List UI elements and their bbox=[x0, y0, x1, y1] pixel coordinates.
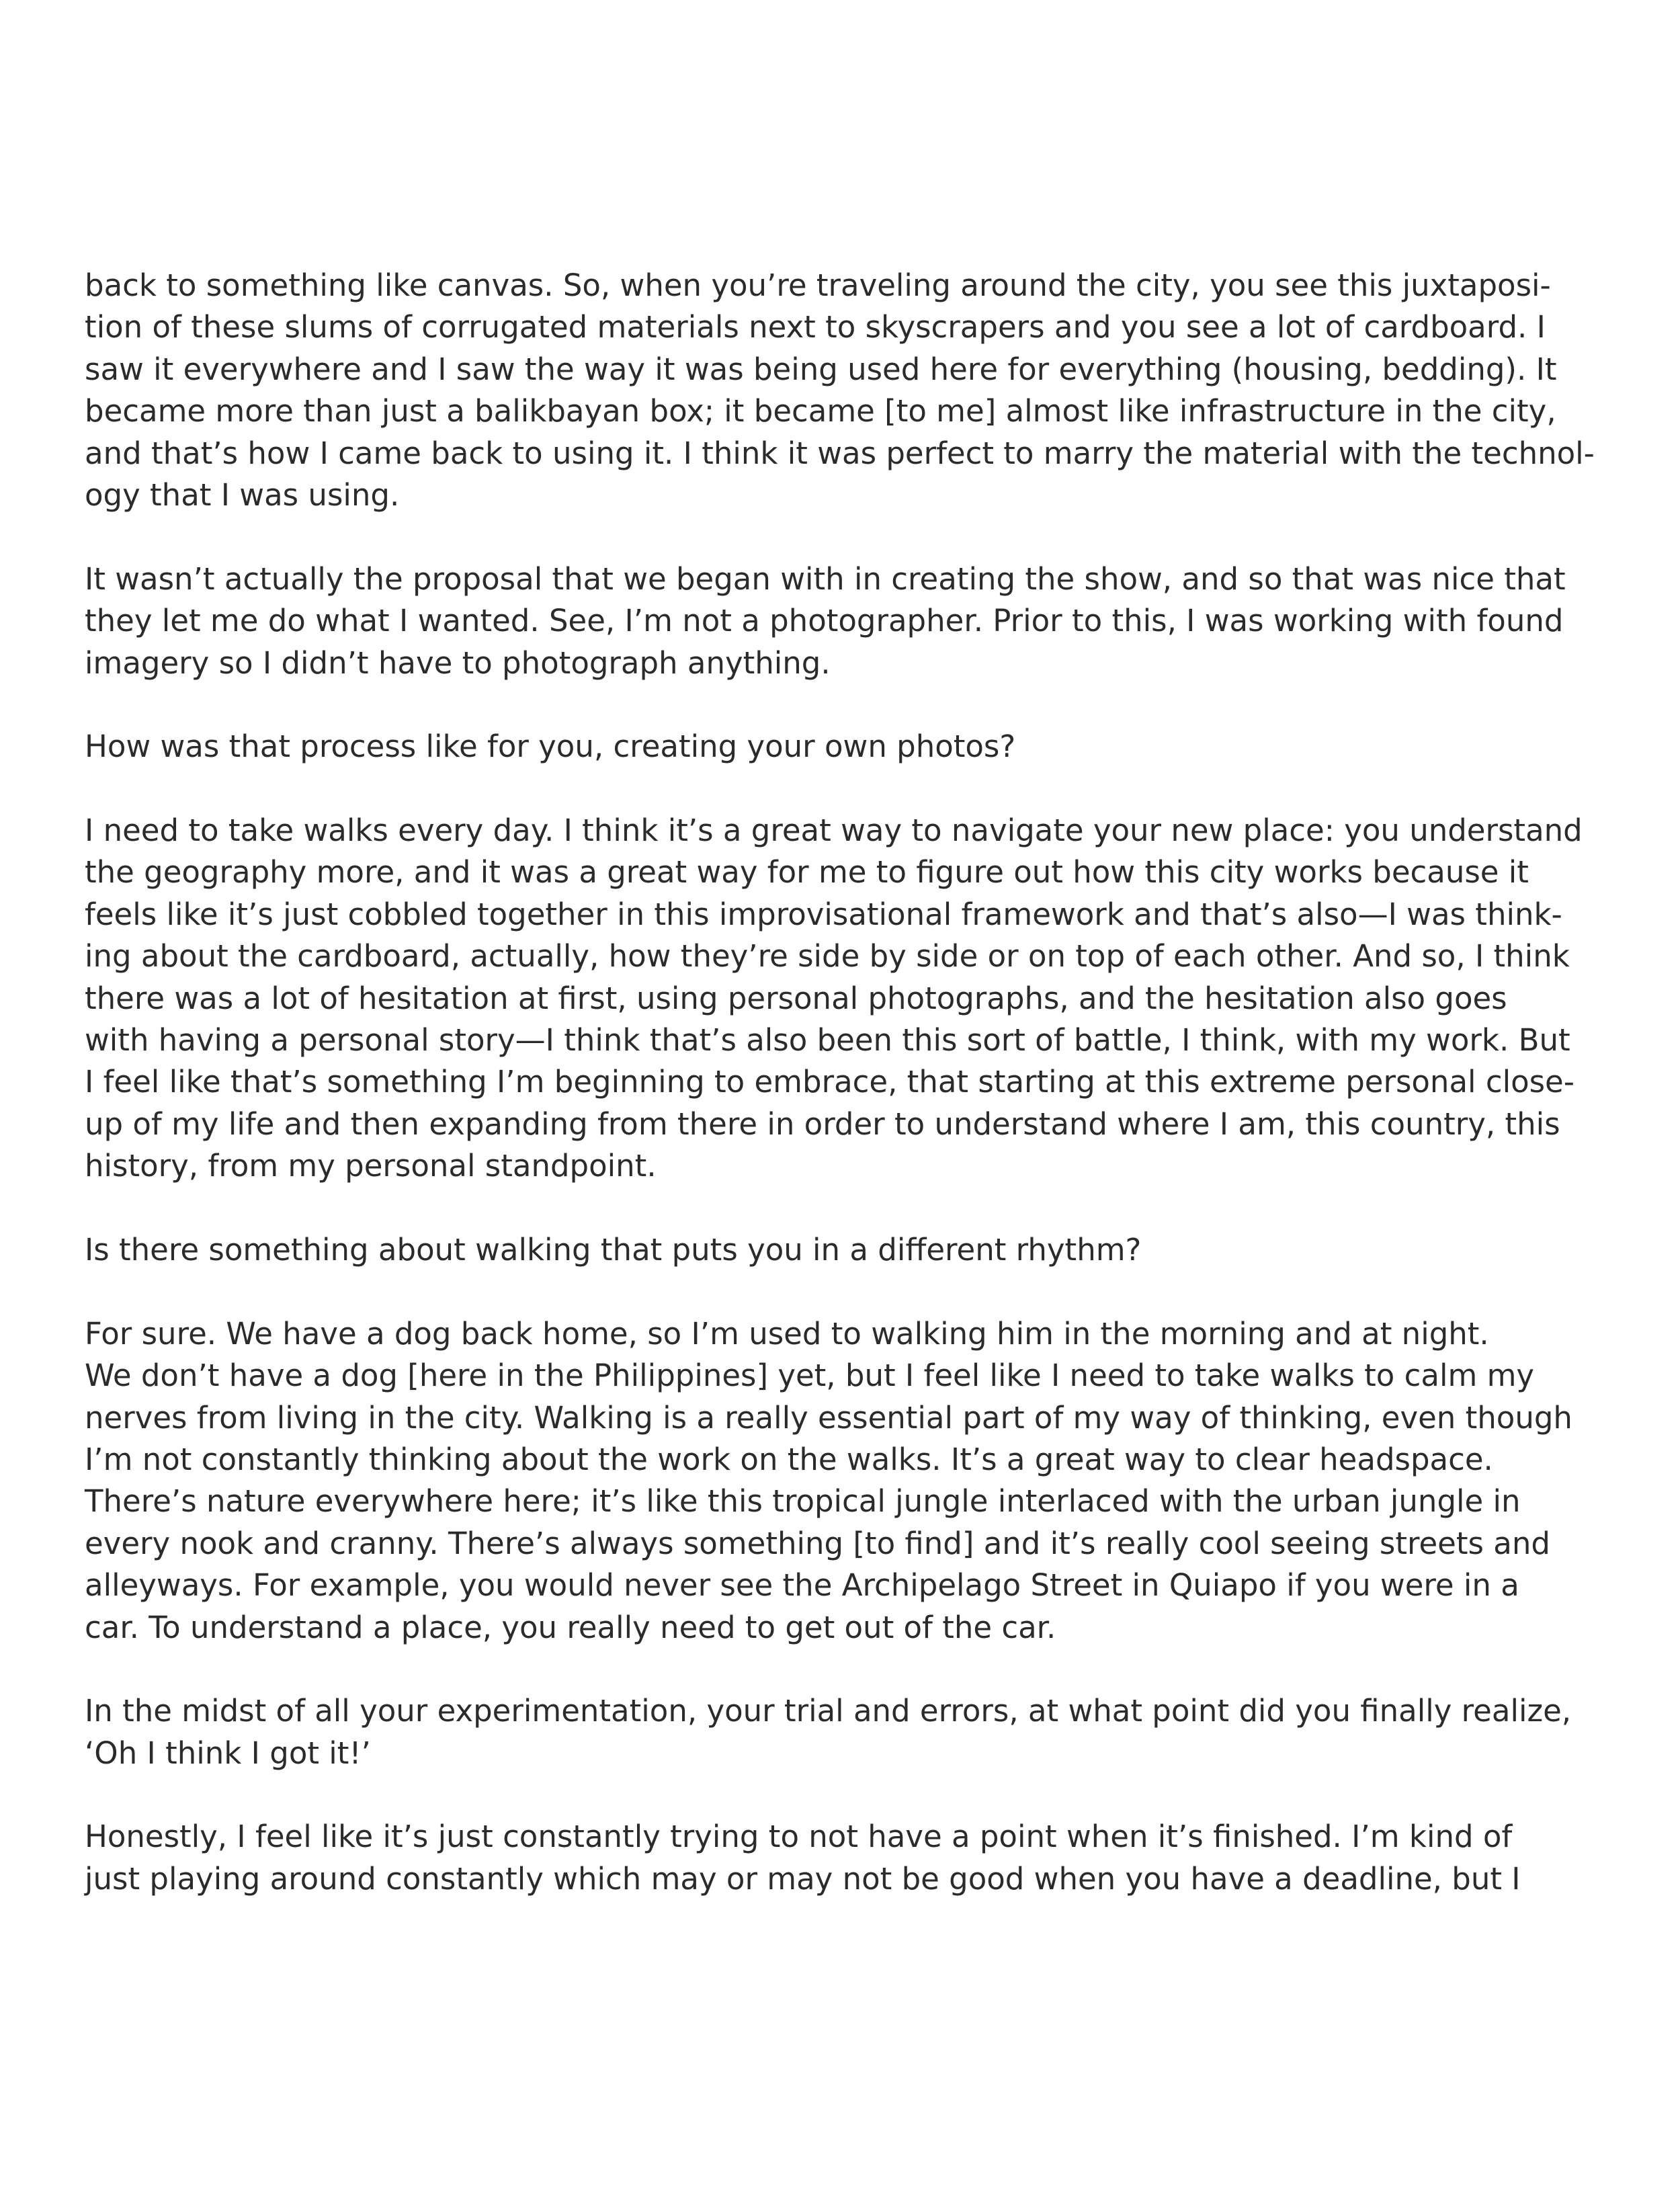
text-line: saw it everywhere and I saw the way it was being used here for everything (housing, bedding). It bbox=[85, 351, 1557, 387]
paragraph-spacer bbox=[85, 684, 1610, 726]
text-line: How was that process like for you, creating your own photos? bbox=[85, 729, 1016, 765]
text-line: tion of these slums of corrugated materials next to skyscrapers and you see a lot of cardboard. I bbox=[85, 309, 1546, 345]
paragraph-spacer bbox=[85, 516, 1610, 558]
text-line: There’s nature everywhere here; it’s like this tropical jungle interlaced with the urban jungle in bbox=[85, 1483, 1521, 1520]
text-line: We don’t have a dog [here in the Philippines] yet, but I feel like I need to take walks to calm my bbox=[85, 1358, 1535, 1394]
text-line: they let me do what I wanted. See, I’m not a photographer. Prior to this, I was working with found bbox=[85, 603, 1564, 639]
text-line: Honestly, I feel like it’s just constantly trying to not have a point when it’s finished. I’m kind of bbox=[85, 1819, 1513, 1855]
paragraph-answer bbox=[85, 1816, 1610, 1900]
text-line: ing about the cardboard, actually, how they’re side by side or on top of each other. And so, I think bbox=[85, 938, 1570, 975]
text-line: there was a lot of hesitation at first, using personal photographs, and the hesitation also goes bbox=[85, 980, 1507, 1016]
text-line: ogy that I was using. bbox=[85, 477, 400, 513]
body-text bbox=[85, 265, 1610, 1900]
text-line: I’m not constantly thinking about the work on the walks. It’s a great way to clear headspace. bbox=[85, 1441, 1493, 1477]
text-line: just playing around constantly which may or may not be good when you have a deadline, but I bbox=[85, 1860, 1521, 1897]
text-line: imagery so I didn’t have to photograph anything. bbox=[85, 645, 831, 681]
paragraph-spacer bbox=[85, 1188, 1610, 1229]
text-line: For sure. We have a dog back home, so I’m used to walking him in the morning and at night. bbox=[85, 1315, 1489, 1352]
text-line: with having a personal story—I think that’s also been this sort of battle, I think, with my work. But bbox=[85, 1022, 1570, 1059]
text-line: feels like it’s just cobbled together in this improvisational framework and that’s also—I was think- bbox=[85, 896, 1562, 932]
text-line: nerves from living in the city. Walking is a really essential part of my way of thinking, even though bbox=[85, 1399, 1572, 1436]
text-line: back to something like canvas. So, when you’re traveling around the city, you see this juxtaposi- bbox=[85, 267, 1551, 303]
text-line: Is there something about walking that puts you in a different rhythm? bbox=[85, 1231, 1142, 1268]
paragraph-spacer bbox=[85, 1271, 1610, 1313]
text-line: I need to take walks every day. I think it’s a great way to navigate your new place: you understand bbox=[85, 813, 1583, 849]
text-line: ‘Oh I think I got it!’ bbox=[85, 1735, 371, 1771]
text-line: and that’s how I came back to using it. I think it was perfect to marry the material with the technol- bbox=[85, 435, 1595, 471]
paragraph-answer bbox=[85, 1313, 1610, 1649]
text-line: alleyways. For example, you would never see the Archipelago Street in Quiapo if you were in a bbox=[85, 1567, 1519, 1604]
text-line: history, from my personal standpoint. bbox=[85, 1148, 657, 1184]
text-line: up of my life and then expanding from there in order to understand where I am, this country, this bbox=[85, 1106, 1560, 1142]
paragraph-question bbox=[85, 726, 1610, 768]
text-line: every nook and cranny. There’s always something [to find] and it’s really cool seeing streets and bbox=[85, 1525, 1550, 1561]
paragraph-answer bbox=[85, 810, 1610, 1188]
paragraph-question bbox=[85, 1229, 1610, 1271]
text-line: It wasn’t actually the proposal that we began with in creating the show, and so that was nice that bbox=[85, 561, 1566, 597]
text-line: car. To understand a place, you really need to get out of the car. bbox=[85, 1609, 1056, 1645]
paragraph-answer bbox=[85, 265, 1610, 516]
text-line: I feel like that’s something I’m beginning to embrace, that starting at this extreme personal close- bbox=[85, 1064, 1574, 1100]
text-line: became more than just a balikbayan box; it became [to me] almost like infrastructure in the city, bbox=[85, 393, 1556, 429]
text-line: the geography more, and it was a great way for me to figure out how this city works because it bbox=[85, 854, 1529, 891]
paragraph-question bbox=[85, 1690, 1610, 1774]
paragraph-answer bbox=[85, 559, 1610, 684]
paragraph-spacer bbox=[85, 1774, 1610, 1816]
paragraph-spacer bbox=[85, 1649, 1610, 1690]
paragraph-spacer bbox=[85, 768, 1610, 810]
text-line: In the midst of all your experimentation, your trial and errors, at what point did you finally realize, bbox=[85, 1693, 1572, 1729]
